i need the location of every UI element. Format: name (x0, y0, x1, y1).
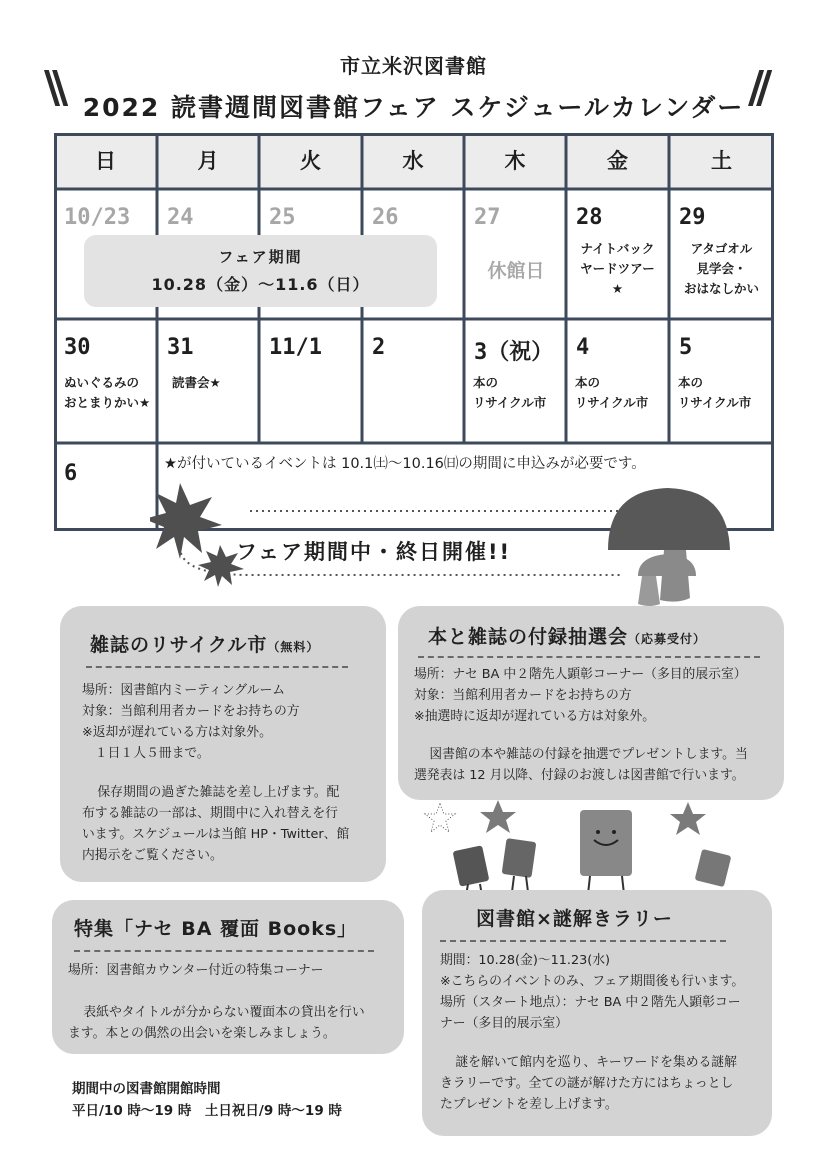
weekday-sun: 日 (95, 149, 116, 173)
event-recycle-sat: 本の リサイクル市 (678, 375, 752, 410)
magazine-recycle-title: 雑誌のリサイクル市（無料） (90, 634, 320, 656)
opening-hours-label: 期間中の図書館開館時間 (72, 1081, 221, 1097)
organization-name: 市立米沢図書館 (340, 54, 487, 78)
date-11-3: 3（祝） (474, 340, 554, 365)
rally-description: 謎を解いて館内を巡り、キーワードを集める謎解 きラリーです。全ての謎が解けた方にはちょっとし たプレゼントを差し上げます。 (440, 1055, 737, 1112)
divider (418, 656, 760, 658)
reservation-note: ★が付いているイベントは 10.1㈯～10.16㈰の期間に申込みが必要です。 (164, 456, 646, 472)
date-11-6: 6 (64, 461, 78, 486)
fair-banner: フェア期間中・終日開催!! (236, 540, 512, 564)
page-title: 2022 読書週間図書館フェア スケジュールカレンダー (82, 93, 745, 122)
date-10-23: 10/23 (64, 205, 131, 230)
weekday-fri: 金 (607, 149, 628, 173)
date-10-29: 29 (679, 205, 706, 230)
right-slash-decoration: // (748, 62, 765, 113)
weekday-thu: 木 (504, 149, 526, 173)
event-reading-club: 読書会★ (172, 375, 221, 390)
lottery-description: 図書館の本や雑誌の付録を抽選でプレゼントします。当 選発表は 12 月以降、付録のお渡しは図書館で行います。 (414, 747, 748, 783)
date-11-4: 4 (576, 335, 590, 360)
event-night-backyard-tour: ナイトバック ヤードツアー ★ (580, 241, 655, 296)
event-atagoal-tour: アタゴオル 見学会・ おはなしかい (683, 241, 759, 296)
date-10-30: 30 (64, 335, 91, 360)
date-11-5: 5 (679, 335, 693, 360)
date-11-1: 11/1 (269, 335, 322, 360)
event-stuffed-toy-sleepover: ぬいぐるみの おとまりかい★ (64, 375, 151, 410)
magazine-recycle-details: 場所：図書館内ミーティングルーム 対象：当館利用者カードをお持ちの方 ※返却が遅れている方は対象外。 １日１人５冊まで。 (82, 683, 300, 761)
divider (86, 666, 348, 668)
weekday-mon: 月 (197, 149, 219, 173)
fair-period-box (84, 235, 437, 307)
left-slash-decoration: \\ (44, 62, 61, 113)
date-10-24: 24 (167, 205, 194, 230)
rally-details: 期間：10.28(金)～11.23(水) ※こちらのイベントのみ、フェア期間後も行います。 場所（スタート地点）：ナセ BA 中２階先人顕彰コー ナー（多目的展示室） (440, 953, 745, 1031)
weekday-sat: 土 (711, 149, 732, 173)
mushroom-icon (598, 480, 738, 610)
feature-details: 場所：図書館カウンター付近の特集コーナー (68, 963, 324, 978)
weekday-tue: 火 (300, 149, 321, 173)
opening-hours (72, 1078, 342, 1122)
fair-period-range: 10.28（金）～11.6（日） (151, 275, 370, 294)
weekday-wed: 水 (402, 149, 424, 173)
date-10-27: 27 (474, 205, 501, 230)
divider (74, 950, 374, 952)
feature-description: 表紙やタイトルが分からない覆面本の貸出を行い ます。本との偶然の出会いを楽しみましょう。 (68, 1005, 365, 1041)
lottery-details: 場所：ナセ BA 中２階先人顕彰コーナー（多目的展示室） 対象：当館利用者カードをお持ちの方 ※抽選時に返却が遅れている方は対象外。 (414, 667, 747, 724)
maple-leaf-icon (150, 483, 222, 559)
opening-hours-text: 平日/10 時～19 時 土日祝日/9 時～19 時 (72, 1103, 342, 1119)
closed-day-label: 休館日 (487, 260, 545, 282)
magazine-recycle-description: 保存期間の過ぎた雑誌を差し上げます。配 布する雑誌の一部は、期間中に入れ替えを行 います。スケジュールは当館 HP・Twitter、館 内掲示をご覧ください。 (82, 785, 350, 863)
divider (440, 940, 726, 942)
event-recycle-fri: 本の リサイクル市 (575, 375, 649, 410)
date-10-31: 31 (167, 335, 194, 360)
book-characters-illustration (418, 796, 758, 900)
date-11-2: 2 (372, 335, 386, 360)
date-10-28: 28 (576, 205, 603, 230)
date-10-26: 26 (372, 205, 399, 230)
rally-title: 図書館×謎解きラリー (476, 908, 673, 930)
date-10-25: 25 (269, 205, 296, 230)
feature-title: 特集「ナセ BA 覆面 Books」 (74, 918, 358, 940)
event-recycle-thu: 本の リサイクル市 (473, 375, 547, 410)
fair-period-label: フェア期間 (218, 248, 303, 266)
lottery-title: 本と雑誌の付録抽選会（応募受付） (428, 626, 707, 648)
